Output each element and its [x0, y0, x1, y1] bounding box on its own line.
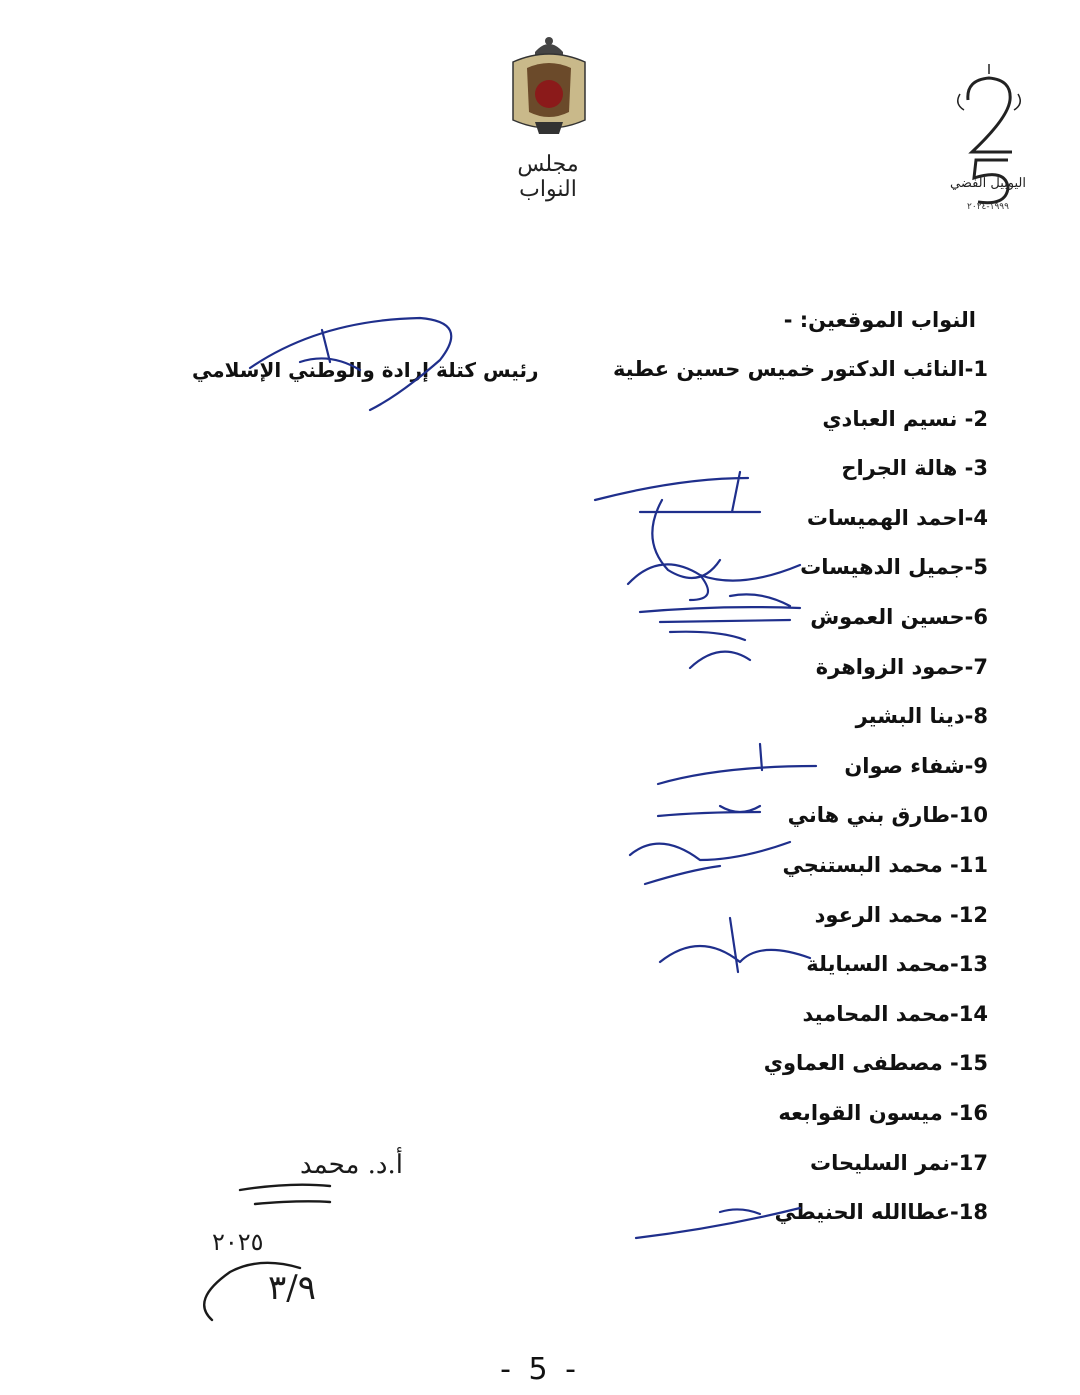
jubilee-label: اليوبيل الفضي: [950, 176, 1026, 191]
list-item: 16- ميسون القوابعه: [778, 1100, 988, 1125]
signatories-heading: النواب الموقعين: -: [783, 308, 976, 332]
list-item: 18-عطاالله الحنيطي: [774, 1200, 988, 1225]
list-item: 10-طارق بني هاني: [787, 803, 988, 828]
list-item: 8-دينا البشير: [855, 704, 988, 729]
royal-crest-icon: [505, 32, 593, 142]
list-item: 15- مصطفى العماوي: [763, 1051, 988, 1076]
list-item: 6-حسين العموش: [810, 604, 988, 629]
signatories-list: [613, 352, 988, 1245]
list-item: 7-حمود الزواهرة: [815, 654, 988, 679]
jubilee-years: ١٩٩٩-٢٠٢٤: [967, 202, 1009, 212]
list-item: 3- هالة الجراح: [841, 456, 988, 481]
list-item: 17-نمر السليحات: [809, 1150, 988, 1175]
approval-name: أ.د. محمد: [300, 1150, 403, 1180]
list-item: 4-احمد الهميسات: [806, 505, 988, 530]
list-item: 9-شفاء صوان: [844, 753, 988, 778]
approval-date: ٣/٩: [268, 1268, 316, 1308]
list-item: 5-جميل الدهيسات: [800, 555, 988, 580]
list-item: 1-النائب الدكتور خميس حسين عطية: [612, 357, 988, 381]
list-item: 2- نسيم العبادي: [822, 406, 988, 431]
page-number: - 5 -: [500, 1352, 580, 1387]
list-item: 13-محمد السبايلة: [806, 952, 988, 977]
council-name: مجلس النواب: [517, 152, 579, 202]
approval-year: ٢٠٢٥: [212, 1228, 264, 1256]
list-item: 11- محمد البستنجي: [782, 852, 988, 877]
list-item: 14-محمد المحاميد: [802, 1001, 988, 1026]
list-item: 12- محمد الرعود: [814, 902, 988, 927]
bloc-chair-title: رئيس كتلة إرادة والوطني الإسلامي: [192, 358, 539, 382]
